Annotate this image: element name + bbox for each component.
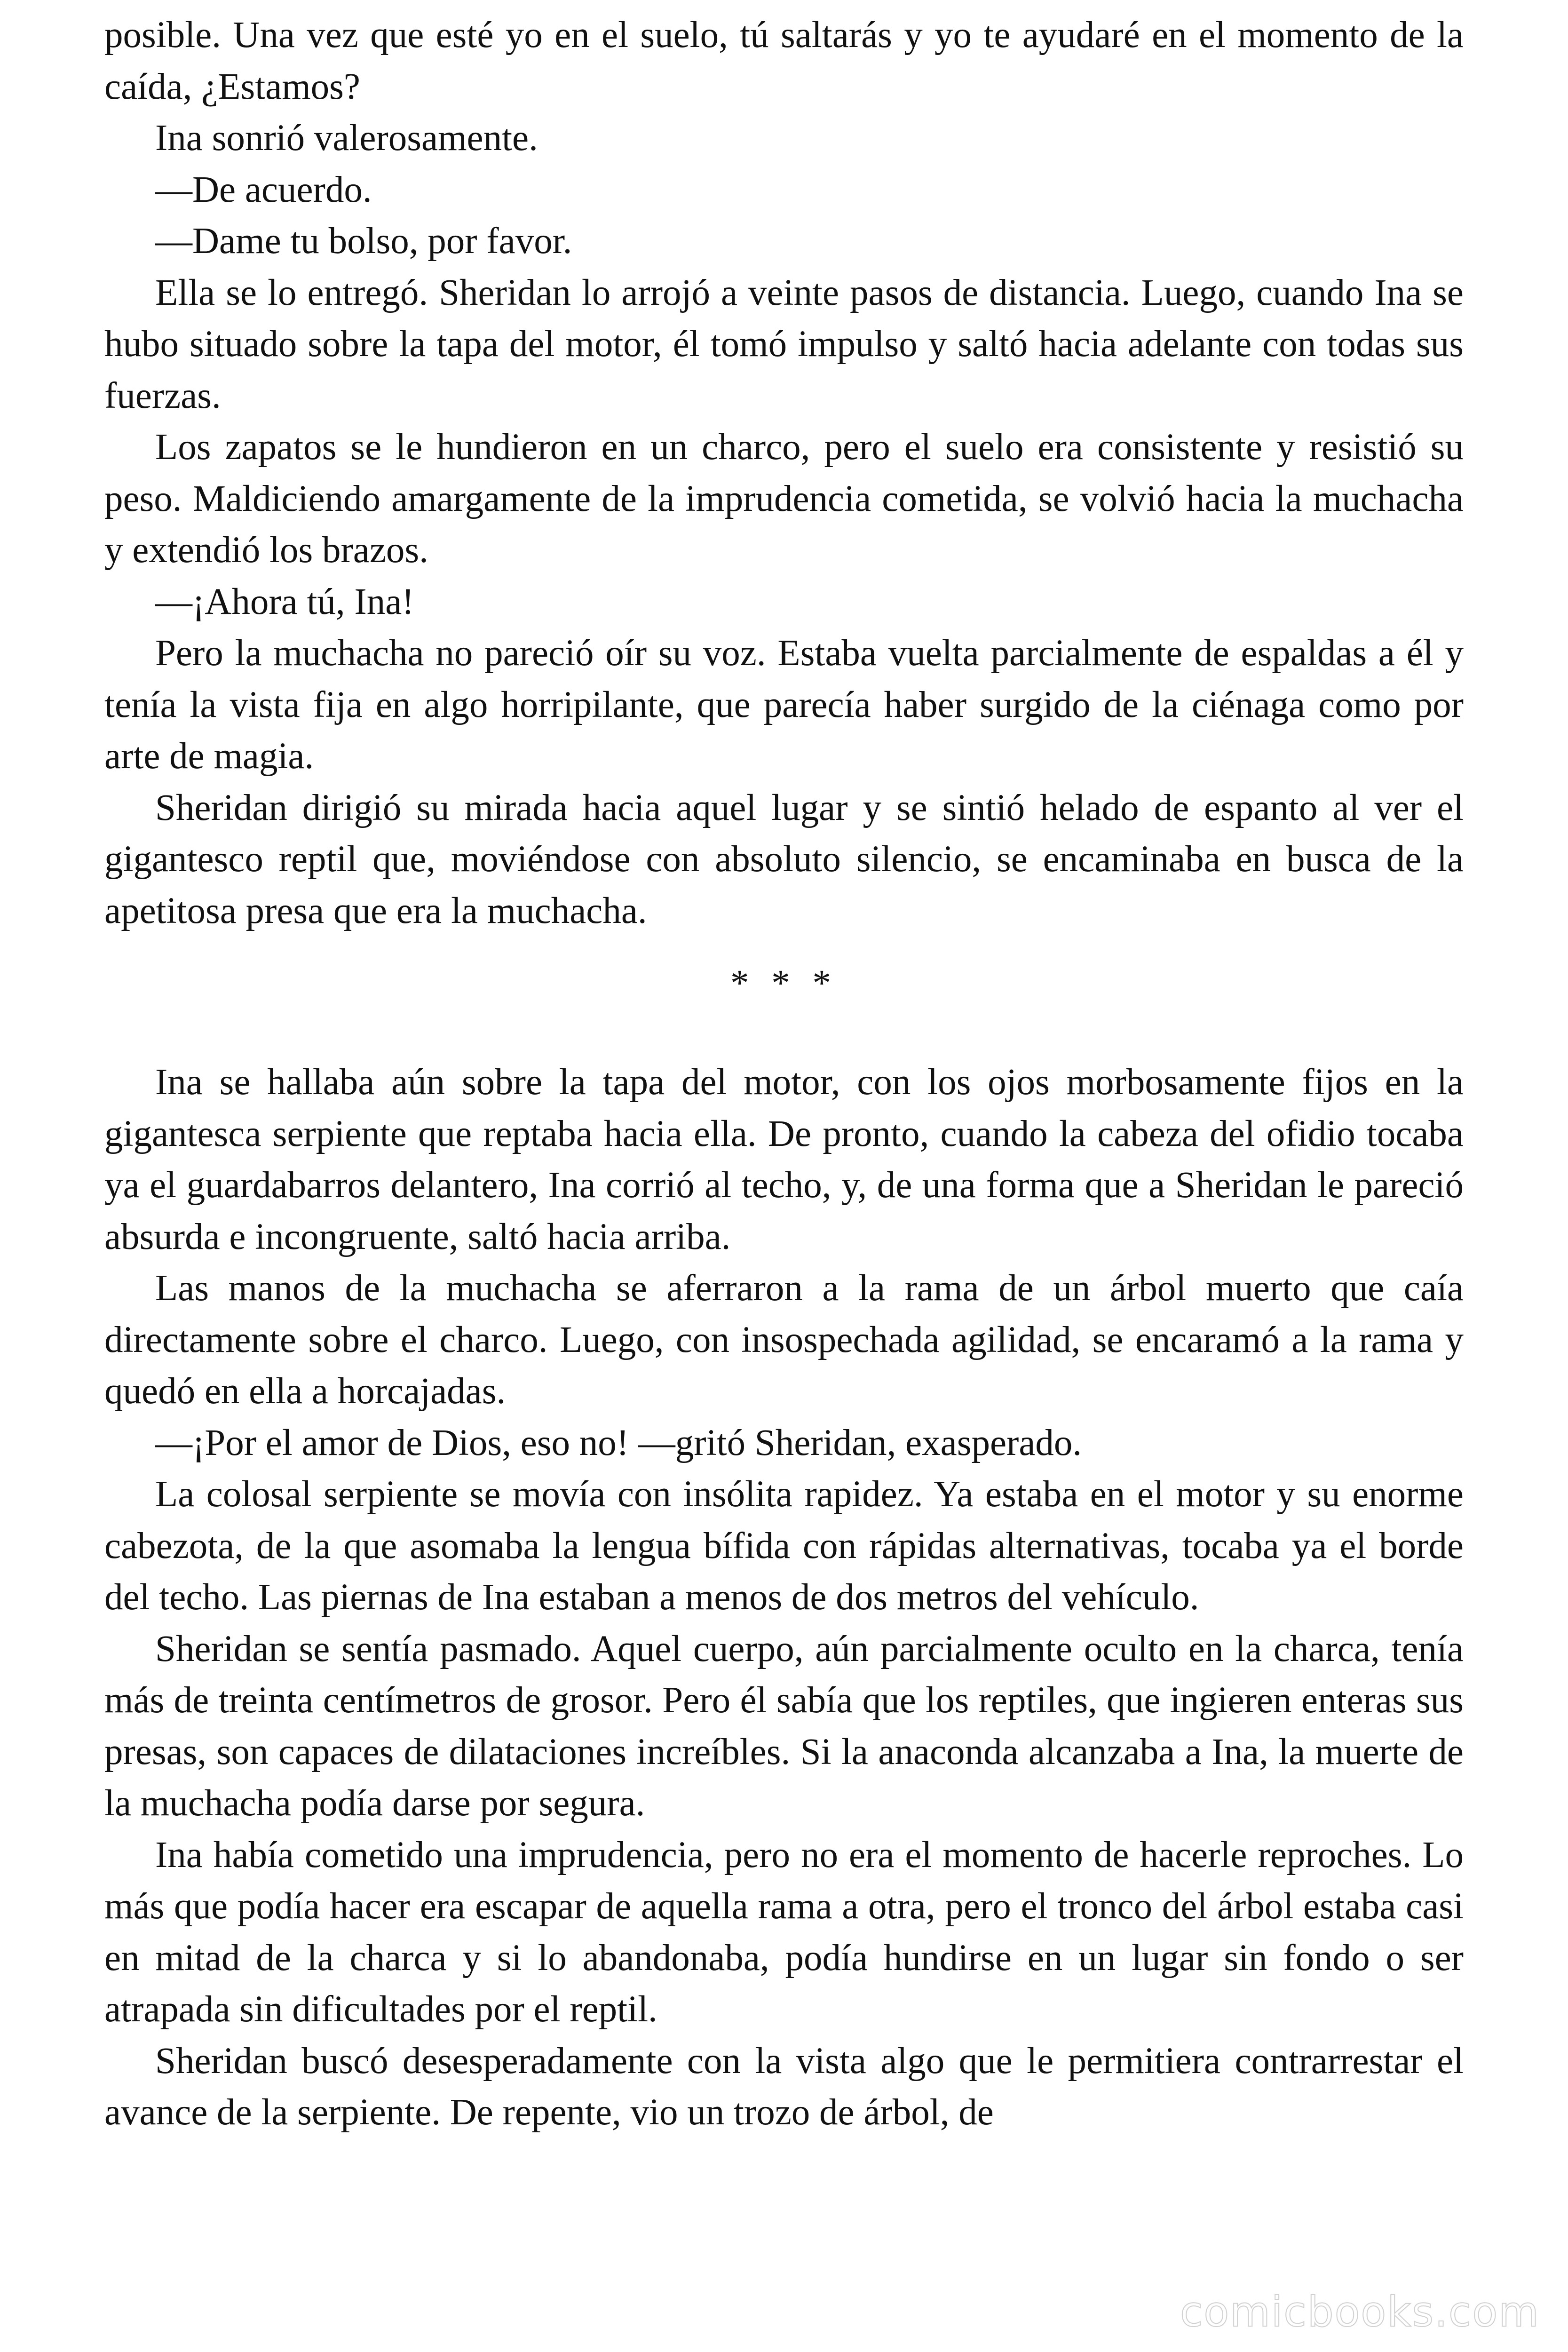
paragraph: —¡Por el amor de Dios, eso no! —gritó Sheridan, exasperado.	[155, 1422, 1082, 1463]
paragraph: —Dame tu bolso, por favor.	[155, 221, 572, 262]
paragraph: posible. Una vez que esté yo en el suelo, tú saltarás y yo te ayudaré en el momento de la caída, ¿Estamos?	[104, 15, 1464, 107]
paragraph: Ina sonrió valerosamente.	[155, 118, 538, 159]
paragraph: Ella se lo entregó. Sheridan lo arrojó a veinte pasos de distancia. Luego, cuando Ina se hubo situado sobre la tapa del motor, él tomó impulso y saltó hacia adelante con todas sus fuerzas.	[104, 272, 1464, 416]
paragraph: Ina se hallaba aún sobre la tapa del motor, con los ojos morbosamente fijos en la gigantesca serpiente que reptaba hacia ella. De pronto, cuando la cabeza del ofidio tocaba ya el guardabarros delantero, Ina corrió al techo, y, de una forma que a Sheridan le pareció absurda e incongruente, saltó hacia arriba.	[104, 1062, 1464, 1257]
paragraph: Pero la muchacha no pareció oír su voz. Estaba vuelta parcialmente de espaldas a él y tenía la vista fija en algo horripilante, que parecía haber surgido de la ciénaga como por arte de magia.	[104, 633, 1464, 777]
paragraph: Las manos de la muchacha se aferraron a la rama de un árbol muerto que caía directamente sobre el charco. Luego, con insospechada agilidad, se encaramó a la rama y quedó en ella a horcajadas.	[104, 1268, 1464, 1412]
paragraph: —¡Ahora tú, Ina!	[155, 581, 414, 622]
paragraph: Sheridan se sentía pasmado. Aquel cuerpo, aún parcialmente oculto en la charca, tenía más de treinta centímetros de grosor. Pero él sabía que los reptiles, que ingieren enteras sus presas, son capaces de dilataciones increíbles. Si la anaconda alcanzaba a Ina, la muerte de la muchacha podía darse por segura.	[104, 1628, 1464, 1824]
paragraph: Los zapatos se le hundieron en un charco, pero el suelo era consistente y resistió su peso. Maldiciendo amargamente de la imprudencia cometida, se volvió hacia la muchacha y extendió los brazos.	[104, 427, 1464, 571]
paragraph: Ina había cometido una imprudencia, pero no era el momento de hacerle reproches. Lo más que podía hacer era escapar de aquella rama a otra, pero el tronco del árbol estaba casi en mitad de la charca y si lo abandonaba, podía hundirse en un lugar sin fondo o ser atrapada sin dificultades por el reptil.	[104, 1834, 1464, 2030]
section-separator: * * *	[730, 963, 838, 1004]
watermark: comicbooks.com	[1180, 2288, 1540, 2336]
book-page	[104, 9, 1464, 2138]
paragraph: Sheridan buscó desesperadamente con la vista algo que le permitiera contrarrestar el avance de la serpiente. De repente, vio un trozo de árbol, de	[104, 2040, 1464, 2133]
paragraph: Sheridan dirigió su mirada hacia aquel lugar y se sintió helado de espanto al ver el gigantesco reptil que, moviéndose con absoluto silencio, se encaminaba en busca de la apetitosa presa que era la muchacha.	[104, 787, 1464, 931]
paragraph: —De acuerdo.	[155, 169, 372, 210]
paragraph: La colosal serpiente se movía con insólita rapidez. Ya estaba en el motor y su enorme cabezota, de la que asomaba la lengua bífida con rápidas alternativas, tocaba ya el borde del techo. Las piernas de Ina estaban a menos de dos metros del vehículo.	[104, 1474, 1464, 1618]
